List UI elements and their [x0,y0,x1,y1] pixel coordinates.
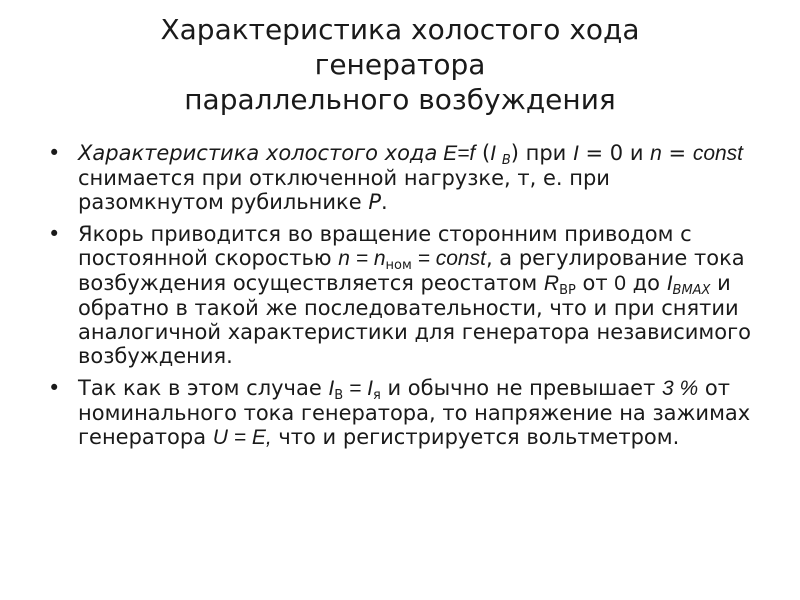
bullet-item-3 [44,376,760,450]
text-run: = [661,141,693,165]
bullet-item-1 [44,141,760,214]
text-run: n = n [338,247,386,270]
title-line-3: параллельного возбуждения [184,83,616,116]
subscript: ном [385,258,412,273]
text-run: U = E, [212,426,272,449]
text-run: = I [343,377,373,400]
title-line-2: генератора [314,48,486,81]
text-run: ( [475,141,491,165]
text-run: Характеристика холостого хода [78,141,438,165]
text-run: n [650,142,662,165]
bullet-marker: • [48,222,61,246]
bullet-marker: • [48,141,61,165]
text-run: const [692,142,744,165]
text-run: Так как в этом случае [78,376,329,400]
text-run: = 0 и [578,141,651,165]
text-run: и обратно в такой же последовательности, что и при снятии аналогичной характеристики для генератора независимого возбуждения. [78,271,751,368]
text-run: I [328,377,335,400]
text-run: Якорь приводится во вращение сторонним приводом с постоянной скоростью [78,222,692,270]
text-run: . [380,190,388,214]
text-run: до [625,271,667,295]
bullet-list [44,141,760,458]
text-run: и обычно не превышает [380,376,663,400]
text-run: от номинального тока генератора, то напряжение на зажимах генератора [78,376,751,449]
subscript: В [334,388,344,403]
text-run: 3 % [662,377,699,400]
text-run: I [666,272,673,295]
bullet-item-2 [44,222,760,368]
text-run: ) при [510,141,574,165]
text-run: 0 [614,272,626,295]
text-run: I [573,142,579,165]
title-line-1: Характеристика холостого хода [160,13,640,46]
slide-title [60,12,740,117]
subscript: ВMAX [672,283,711,298]
subscript: B [501,153,511,168]
text-run: I [490,142,502,165]
text-run: что и регистрируется вольтметром. [271,425,680,449]
subscript: ВР [559,283,576,298]
text-run: P [368,190,381,214]
text-run: снимается при отключенной нагрузке, т, е. при разомкнутом рубильнике [78,166,610,214]
text-run: = const [411,247,486,270]
text-run: E=f [437,142,476,165]
bullet-marker: • [48,376,61,400]
text-run: R [543,272,560,295]
subscript: я [372,388,381,403]
text-run: от [575,271,615,295]
text-run: , а регулирование тока возбуждения осуществляется реостатом [78,246,745,295]
